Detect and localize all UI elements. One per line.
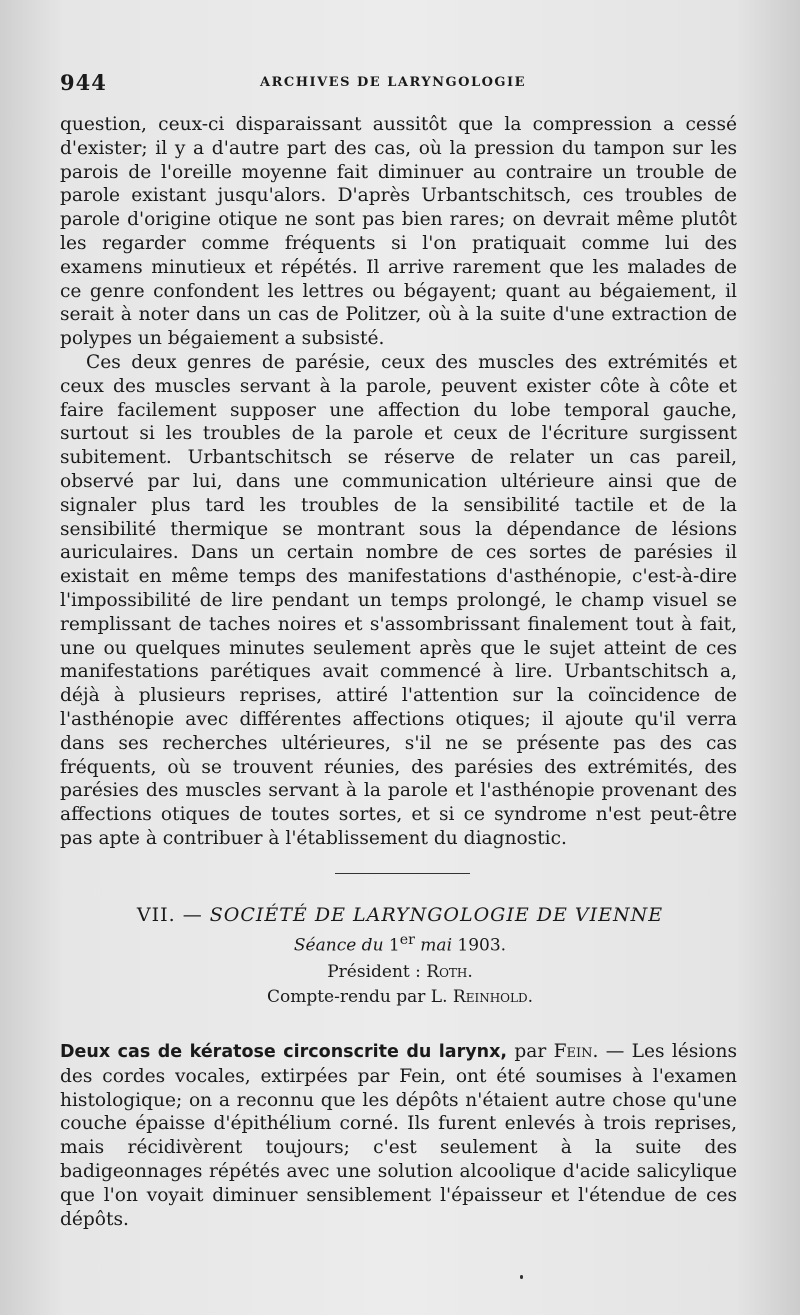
running-head: ARCHIVES DE LARYNGOLOGIE [260, 75, 526, 90]
page-number: 944 [60, 70, 107, 95]
president-label: Président : [327, 961, 427, 982]
article-author: Fein. [553, 1041, 599, 1062]
compte-rendu-line [60, 987, 740, 1007]
section-divider [335, 873, 470, 874]
president-line [60, 962, 740, 982]
article-by: par [507, 1041, 554, 1062]
president-name: Roth. [426, 961, 473, 982]
section-heading [60, 904, 740, 1007]
compte-name: Reinhold. [452, 986, 533, 1007]
article-title: Deux cas de kératose circonscrite du larynx, [60, 1042, 508, 1062]
article-paragraph [60, 1040, 737, 1231]
paragraph-continued: question, ceux-ci disparaissant aussitôt que la compression a cessé d'exister; il y a d'autre part des cas, où la pression du tampon sur les parois de l'oreille moyenne fait diminuer au contraire un trouble de parole existant jusqu'alors. D'après Urbantschitsch, ces troubles de parole d'origine otique ne sont pas bien rares; on devrait même plutôt les regarder comme fréquents si l'on pratiquait comme lui des examens minutieux et répétés. Il arrive rarement que les malades de ce genre confondent les lettres ou bégayent; quant au bégaiement, il serait à noter dans un cas de Politzer, où à la suite d'une extraction de polypes un bégaiement a subsisté. [60, 114, 737, 350]
seance-month: mai [414, 935, 458, 956]
paragraph-paresie: Ces deux genres de parésie, ceux des muscles des extrémités et ceux des muscles servant à la parole, peuvent exister côte à côte et faire facilement supposer une affection du lobe temporal gauche, surtout si les troubles de la parole et ceux de l'écriture surgissent subitement. Urbantschitsch se réserve de relater un cas pareil, observé par lui, dans une communication ultérieure ainsi que de signaler plus tard les troubles de la sensibilité tactile et de la sensibilité thermique se montrant sous la dépendance de lésions auriculaires. Dans un certain nombre de ces sortes de parésies il existait en même temps des manifestations d'asthénopie, c'est-à-dire l'impossibilité de lire pendant un temps prolongé, le champ visuel se remplissant de taches noires et s'assombrissant finalement tout à fait, une ou quelques minutes seulement après que le sujet atteint de ces manifestations parétiques avait commencé à lire. Urbantschitsch a, déjà à plusieurs reprises, attiré l'attention sur la coïncidence de l'asthénopie avec différentes affections otiques; il ajoute qu'il verra dans ses recherches ultérieures, s'il ne se présente pas des cas fréquents, où se trouvent réunies, des parésies des extrémités, des parésies des muscles servant à la parole et l'asthénopie provenant des affections otiques de toutes sortes, et si ce syndrome n'est peut-être pas apte à contribuer à l'établissement du diagnostic. [60, 351, 737, 849]
seance-day: 1 [388, 935, 400, 956]
section-name: SOCIÉTÉ DE LARYNGOLOGIE DE VIENNE [209, 904, 664, 926]
main-text [60, 113, 737, 851]
seance-date [60, 932, 740, 956]
seance-year: 1903. [457, 935, 507, 956]
page-header [60, 70, 740, 100]
ink-speck [520, 1275, 523, 1279]
seance-prefix: Séance du [293, 935, 389, 956]
section-number: VII. — [136, 904, 210, 926]
article-text [60, 1040, 737, 1231]
compte-label: Compte-rendu par L. [266, 986, 453, 1007]
article-body: — Les lésions des cordes vocales, extirpées par Fein, ont été soumises à l'examen histologique; on a reconnu que les dépôts n'étaient autre chose qu'une couche épaisse d'épithélium corné. Ils furent enlevés à trois reprises, mais récidivèrent toujours; c'est seulement à la suite des badigeonnages répétés avec une solution alcoolique d'acide salicylique que l'on voyait diminuer sensiblement l'épaisseur et l'étendue de ces dépôts. [60, 1041, 738, 1230]
seance-sup: er [399, 932, 415, 948]
section-title [60, 904, 740, 926]
